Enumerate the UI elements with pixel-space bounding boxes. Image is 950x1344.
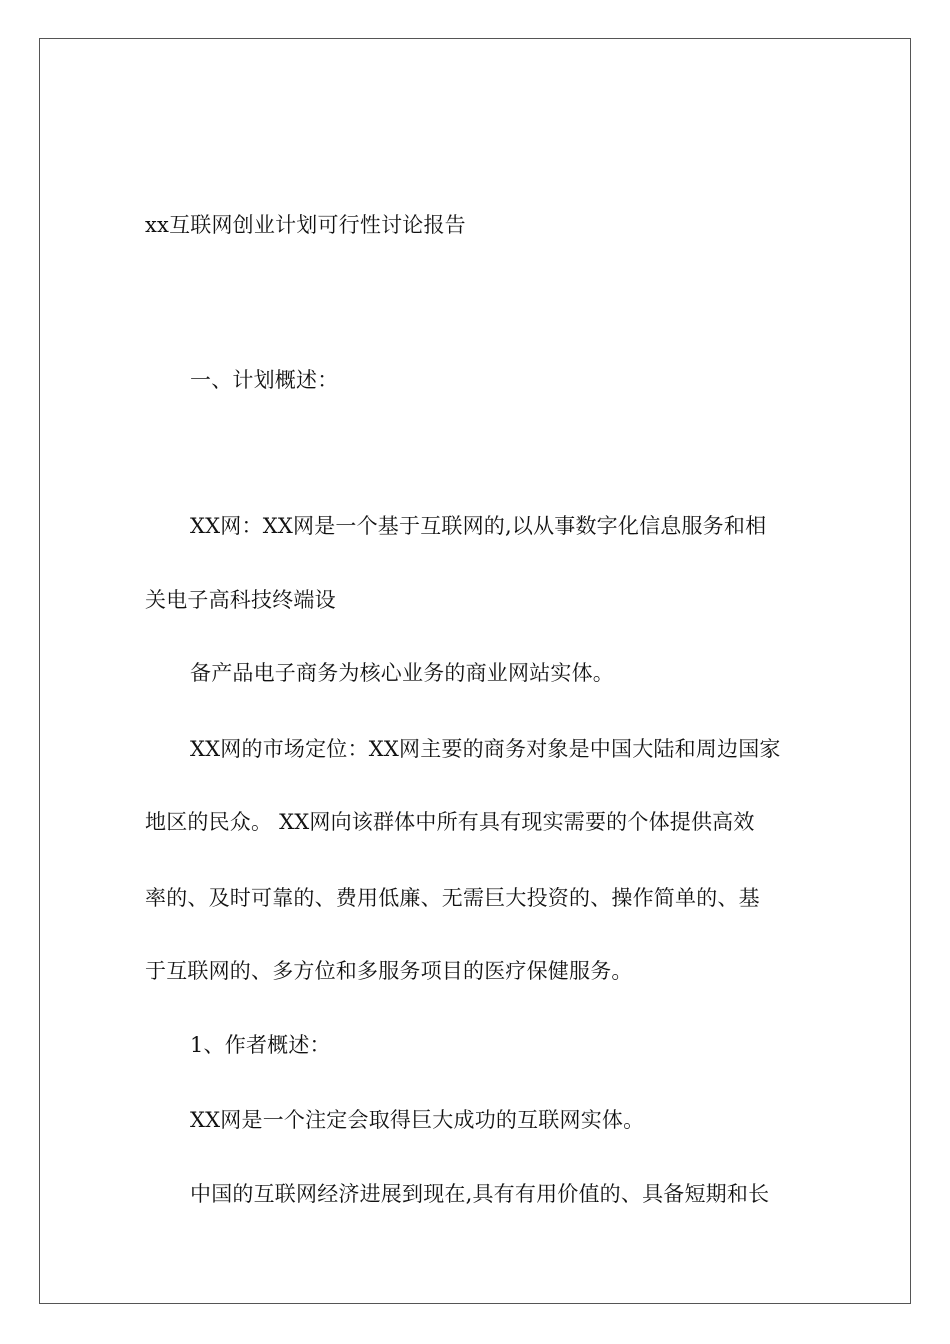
paragraph-line: 率的、及时可靠的、费用低廉、无需巨大投资的、操作简单的、基 [145,886,760,910]
paragraph-line: 关电子高科技终端设 [145,588,336,612]
document-title: xx互联网创业计划可行性讨论报告 [145,213,466,237]
paragraph-line: 于互联网的、多方位和多服务项目的医疗保健服务。 [145,959,633,983]
paragraph-line: 备产品电子商务为核心业务的商业网站实体。 [190,661,614,685]
paragraph-line: XX网：XX网是一个基于互联网的,以从事数字化信息服务和相 [190,514,767,538]
section-heading-plan-overview: 一、计划概述： [190,368,339,392]
paragraph-line: 中国的互联网经济进展到现在,具有有用价值的、具备短期和长 [190,1182,770,1206]
paragraph-line: 地区的民众。 XX网向该群体中所有具有现实需要的个体提供高效 [145,810,755,834]
paragraph-line: XX网是一个注定会取得巨大成功的互联网实体。 [190,1108,645,1132]
paragraph-line: XX网的市场定位：XX网主要的商务对象是中国大陆和周边国家 [190,737,781,761]
page-frame [39,38,911,1304]
section-heading-author-overview: 1、作者概述： [190,1033,331,1057]
